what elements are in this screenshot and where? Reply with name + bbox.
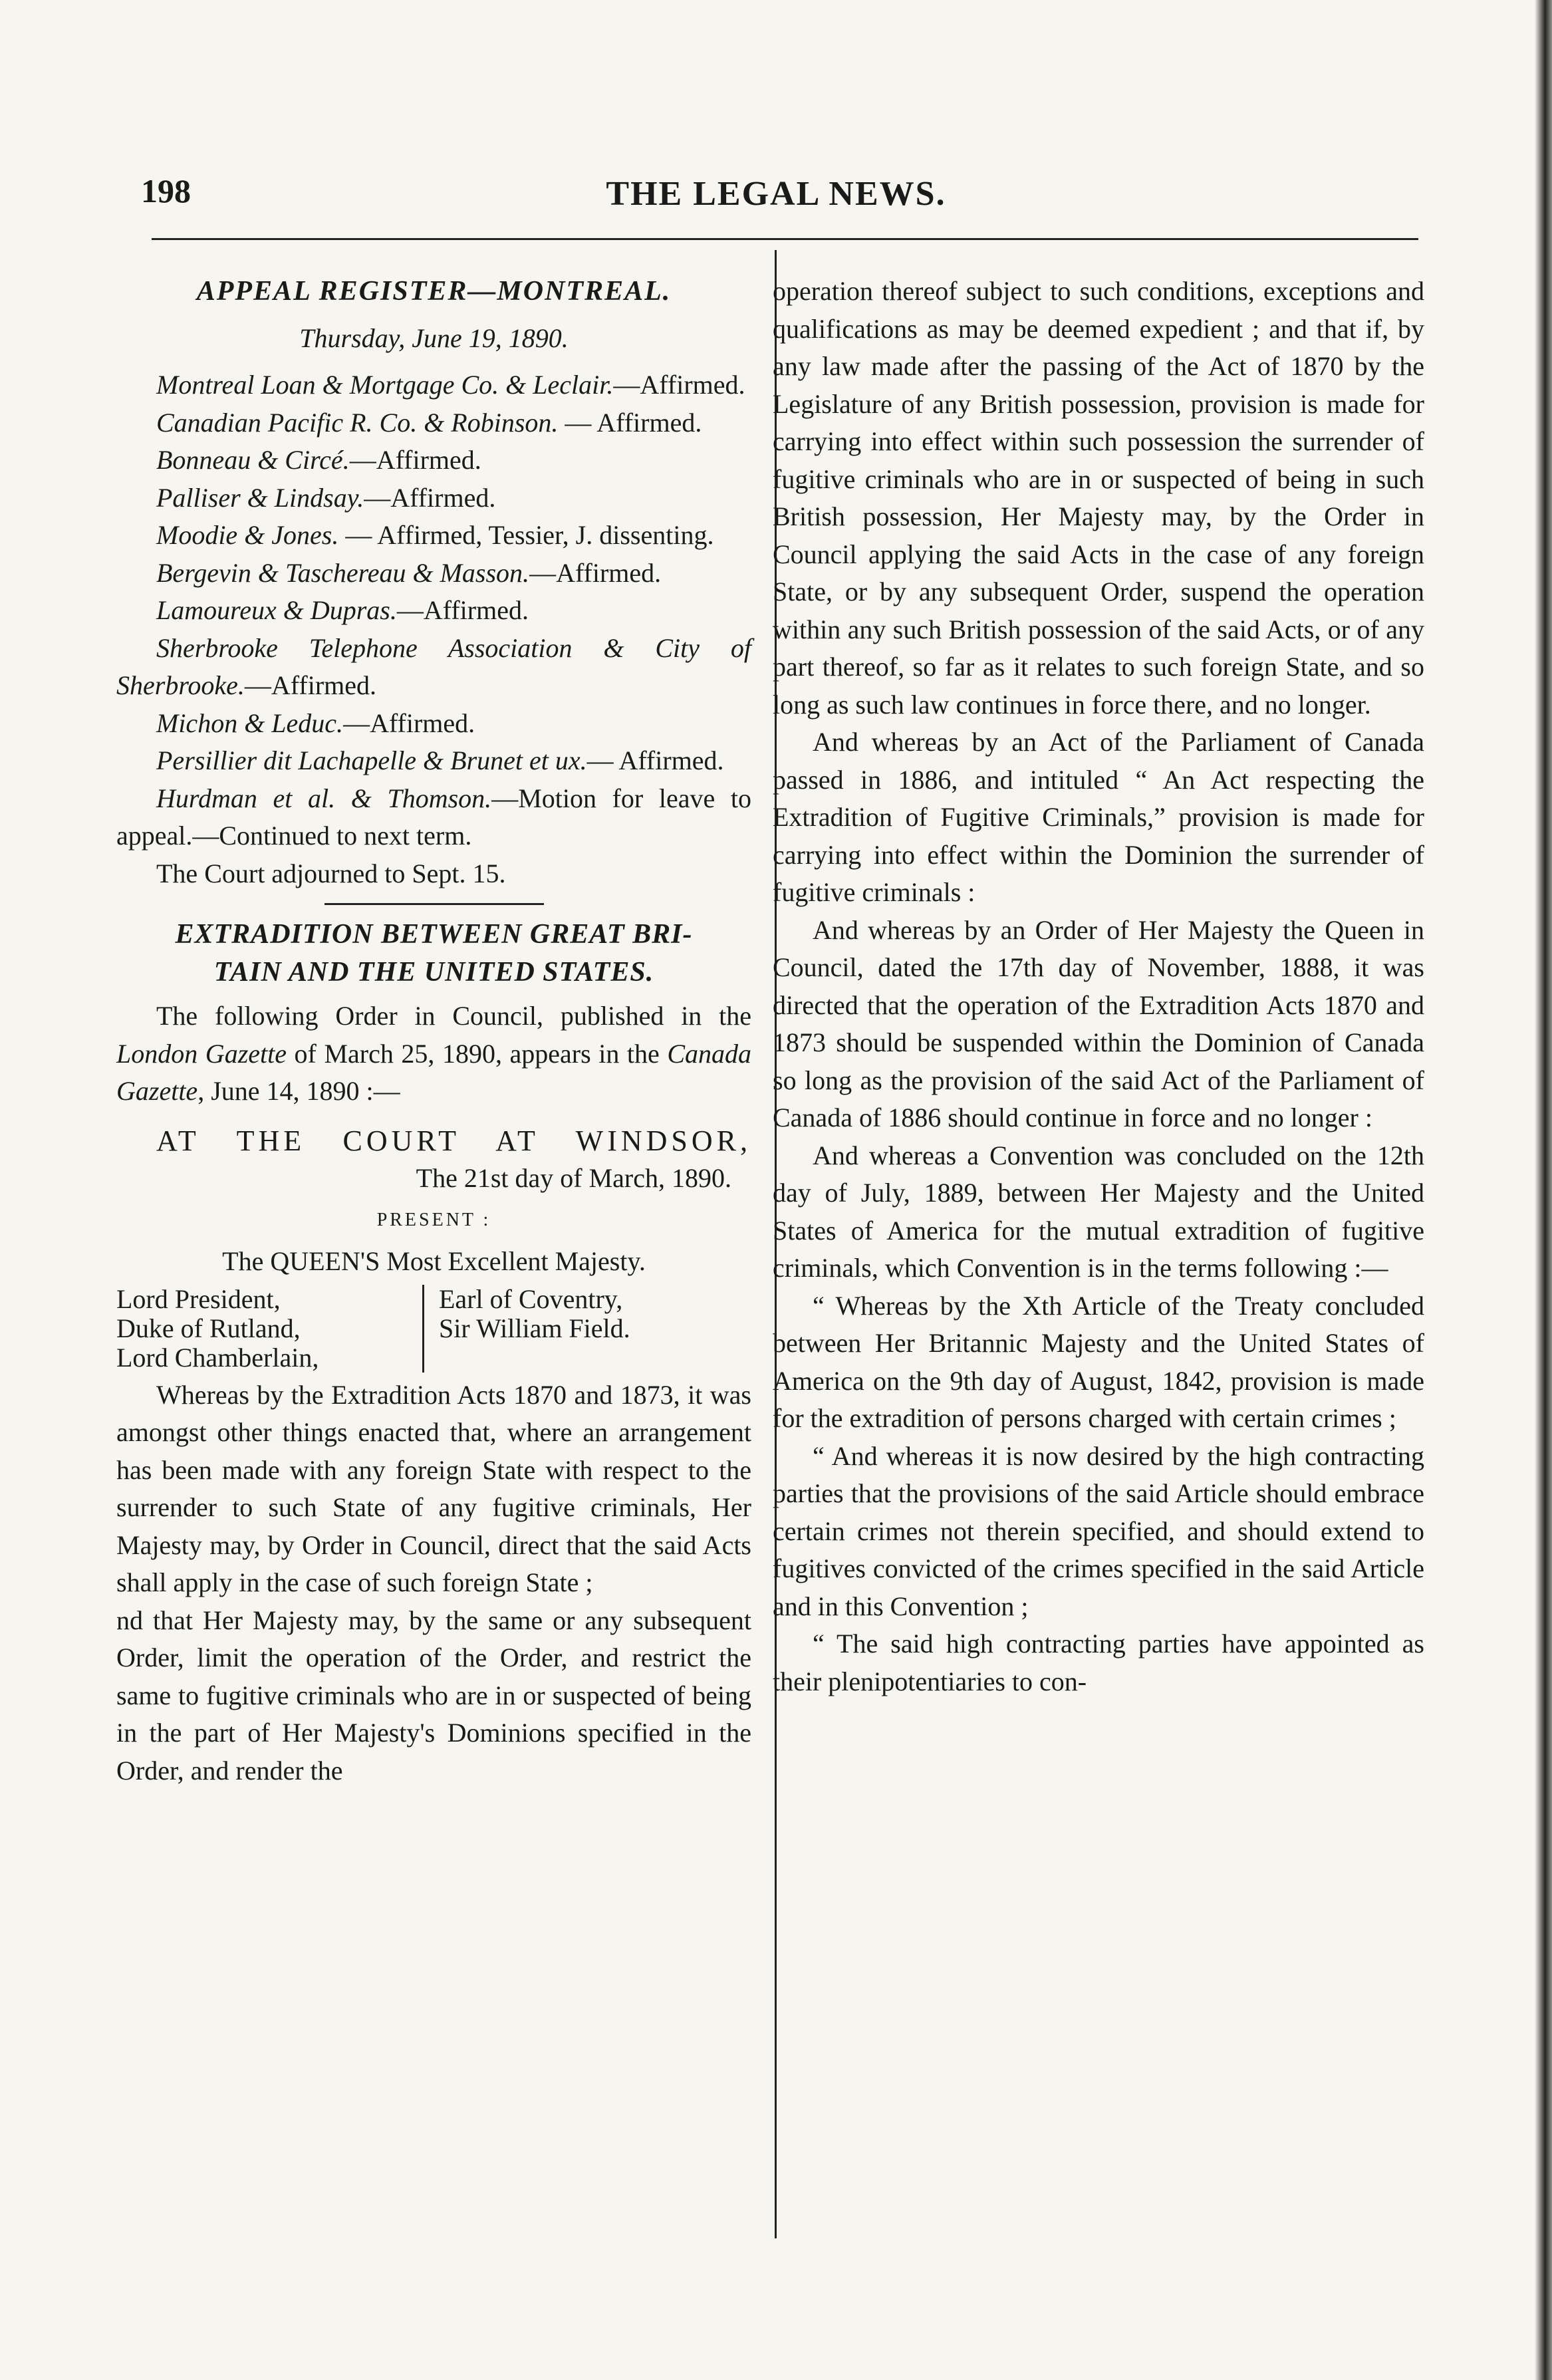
body-paragraph: And whereas by an Order of Her Majesty the Queen in Council, dated the 17th day of November, 1888, it was directed that the operation of the Extradition Acts 1870 and 1873 should be suspended within the Dominion of Canada so long as the provision of the said Act of the Parliament of Canada of 1886 should continue in force and no longer : bbox=[773, 914, 1424, 1132]
date-line: Thursday, June 19, 1890. bbox=[299, 323, 569, 353]
lord-name: Duke of Rutland, bbox=[116, 1313, 301, 1343]
queen-line: The QUEEN'S Most Excellent Majesty. bbox=[222, 1246, 646, 1276]
journal-title: THE LEGAL NEWS. bbox=[606, 175, 946, 213]
page-number: 198 bbox=[141, 172, 191, 209]
register-entry: Hurdman et al. & Thomson.—Motion for leave to appeal.—Continued to next term. bbox=[116, 783, 752, 851]
register-entry: Bergevin & Taschereau & Masson.—Affirmed. bbox=[156, 557, 662, 588]
register-entry: Sherbrooke Telephone Association & City of Sherbrooke.—Affirmed. bbox=[116, 632, 751, 700]
register-entry: Montreal Loan & Mortgage Co. & Leclair.—Affirmed. bbox=[156, 370, 745, 400]
section-rule bbox=[324, 903, 544, 905]
lord-name: Lord Chamberlain, bbox=[116, 1342, 319, 1373]
privy-council-list bbox=[116, 1285, 751, 1373]
register-entry: Palliser & Lindsay.—Affirmed. bbox=[156, 482, 496, 513]
body-paragraph: “ And whereas it is now desired by the high contracting parties that the provisions of the said Article should embrace certain crimes not therein specified, and should extend to fugitives convicted of the crimes specified in the said Article and in this Convention ; bbox=[773, 1440, 1424, 1621]
lords-left bbox=[116, 1285, 422, 1373]
intro-paragraph: The following Order in Council, published in the London Gazette of March 25, 1890, appears in the Canada Gazette, June 14, 1890 :— bbox=[116, 1001, 752, 1106]
present-label: PRESENT : bbox=[376, 1209, 491, 1230]
lord-name: Earl of Coventry, bbox=[439, 1283, 623, 1314]
register-entry: Canadian Pacific R. Co. & Robinson. — Affirmed. bbox=[156, 407, 702, 438]
adjourned-line: The Court adjourned to Sept. 15. bbox=[156, 858, 506, 888]
extradition-title-cont: TAIN AND THE UNITED STATES. bbox=[213, 956, 654, 988]
page-edge-shadow bbox=[1535, 0, 1552, 2380]
court-date: The 21st day of March, 1890. bbox=[416, 1163, 731, 1193]
register-entry: Michon & Leduc.—Affirmed. bbox=[156, 708, 475, 738]
register-entry: Moodie & Jones. — Affirmed, Tessier, J. dissenting. bbox=[156, 520, 714, 550]
whereas-paragraph: Whereas by the Extradition Acts 1870 and 1873, it was amongst other things enacted that, where an arrangement has been made with any foreign State with respect to the surrender to such State of any fugitive criminals, Her Majesty may, by Order in Council, direct that the said Acts shall apply in the case of such foreign State ; bbox=[116, 1379, 751, 1597]
body-paragraph: “ Whereas by the Xth Article of the Treaty concluded between Her Britannic Majesty and the United States of America on the 9th day of August, 1842, provision is made for the extradition of persons charged with certain crimes ; bbox=[773, 1290, 1424, 1433]
lord-name: Sir William Field. bbox=[439, 1313, 630, 1343]
register-entry: Persillier dit Lachapelle & Brunet et ux.— Affirmed. bbox=[156, 745, 724, 775]
register-entry: Lamoureux & Dupras.—Affirmed. bbox=[156, 595, 529, 625]
body-paragraph: And whereas a Convention was concluded on the 12th day of July, 1889, between Her Majesty and the United States of America for the mutual extradition of fugitive criminals, which Convention is in the terms following :— bbox=[773, 1140, 1424, 1283]
whereas-paragraph-cont: nd that Her Majesty may, by the same or any subsequent Order, limit the operation of the Order, and restrict the same to fugitive criminals who are in or suspected of being in the part of Her Majesty's Dominions specified in the Order, and render the bbox=[116, 1605, 751, 1785]
appeal-register-title: APPEAL REGISTER—MONTREAL. bbox=[196, 276, 672, 307]
body-paragraph: And whereas by an Act of the Parliament of Canada passed in 1886, and intituled “ An Act respecting the Extradition of Fugitive Criminals,” provision is made for carrying into effect within the Dominion the surrender of fugitive criminals : bbox=[773, 727, 1424, 907]
body-paragraph: “ The said high contracting parties have appointed as their plenipotentiaries to con- bbox=[773, 1629, 1424, 1696]
extradition-title: EXTRADITION BETWEEN GREAT BRI- bbox=[175, 919, 693, 950]
header-rule bbox=[152, 238, 1418, 240]
lord-name: Lord President, bbox=[116, 1283, 281, 1314]
register-entry: Bonneau & Circé.—Affirmed. bbox=[156, 445, 481, 475]
left-column bbox=[116, 273, 751, 1789]
right-column bbox=[773, 273, 1424, 1700]
lords-right bbox=[422, 1285, 630, 1373]
court-line: AT THE COURT AT WINDSOR, bbox=[156, 1124, 751, 1157]
body-paragraph: operation thereof subject to such conditions, exceptions and qualifications as may be deemed expedient ; and that if, by any law made after the passing of the Act of 1870 by the Legislature of any British possession, provision is made for carrying into effect within such possession the surrender of fugitive criminals who are in or suspected of being in such British possession, Her Majesty may, by the Order in Council applying the said Acts in the case of any foreign State, or by any subsequent Order, suspend the operation within any such British possession of the said Acts, or of any part thereof, so far as it relates to such foreign State, and so long as such law continues in force there, and no longer. bbox=[773, 276, 1424, 720]
